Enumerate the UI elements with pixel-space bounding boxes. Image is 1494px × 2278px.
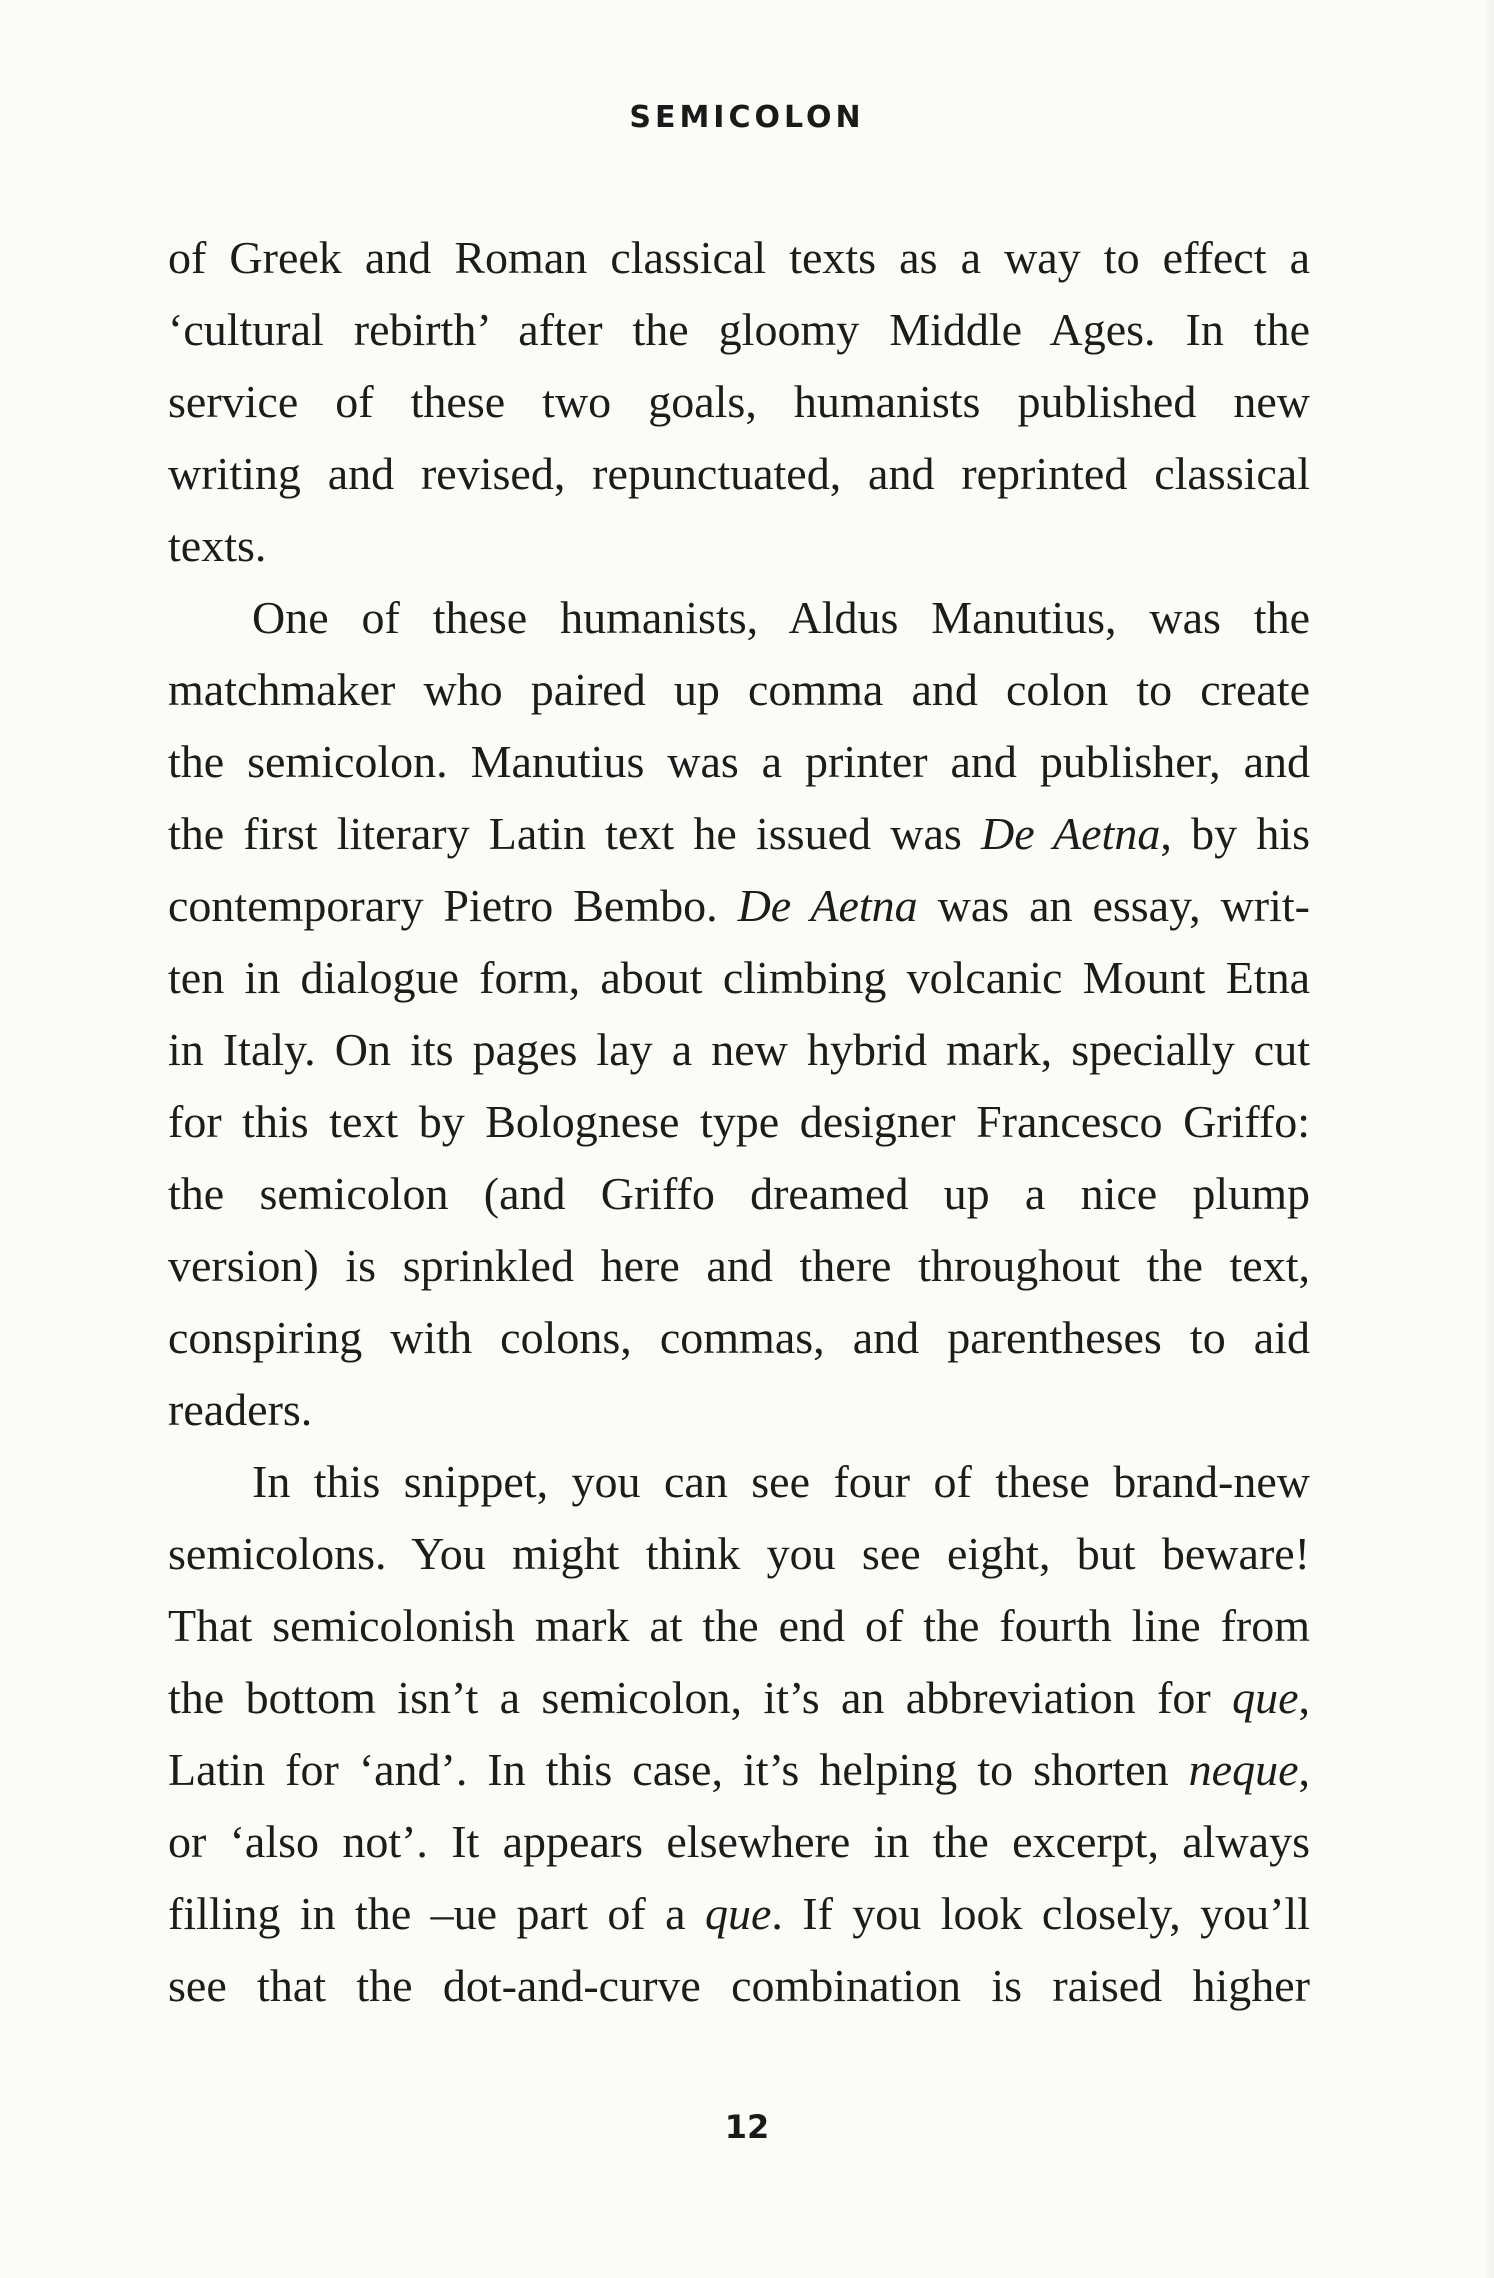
paragraph-2 (168, 582, 1310, 1446)
text-line: That semicolonish mark at the end of the fourth line from (168, 1600, 1310, 1651)
text-run: Latin for ‘and’. In this case, it’s helping to shorten (168, 1744, 1189, 1795)
text-line: the semicolon. Manutius was a printer and publisher, and (168, 736, 1310, 787)
text-line: or ‘also not’. It appears elsewhere in the excerpt, always (168, 1816, 1310, 1867)
text-run: the bottom isn’t a semicolon, it’s an abbreviation for (168, 1672, 1233, 1723)
paragraph-1 (168, 222, 1310, 582)
body-text (168, 222, 1310, 2022)
text-line: matchmaker who paired up comma and colon to create (168, 664, 1310, 715)
text-line (168, 1878, 1310, 1950)
italic-word: que (1232, 1672, 1299, 1723)
italic-word: neque (1188, 1744, 1299, 1795)
text-line: In this snippet, you can see four of these brand-new (252, 1456, 1310, 1507)
paragraph-3 (168, 1446, 1310, 2022)
text-line: readers. (168, 1384, 313, 1435)
text-line: in Italy. On its pages lay a new hybrid mark, specially cut (168, 1024, 1310, 1075)
page-edge-shadow (1484, 0, 1494, 2278)
text-run: , (1298, 1672, 1310, 1723)
text-line: see that the dot-and-curve combination is raised higher (168, 1960, 1310, 2011)
text-line (168, 798, 1310, 870)
text-run: , (1298, 1744, 1310, 1795)
text-line: texts. (168, 520, 267, 571)
text-line: semicolons. You might think you see eight, but beware! (168, 1528, 1310, 1579)
text-line: version) is sprinkled here and there throughout the text, (168, 1240, 1310, 1291)
page-number: 12 (724, 2108, 770, 2146)
text-line: ‘cultural rebirth’ after the gloomy Middle Ages. In the (168, 304, 1310, 355)
text-line: conspiring with colons, commas, and parentheses to aid (168, 1312, 1310, 1363)
text-line: One of these humanists, Aldus Manutius, was the (252, 592, 1310, 643)
italic-word: que (704, 1888, 772, 1939)
text-run: contemporary Pietro Bembo. (168, 880, 738, 931)
running-title: SEMICOLON (629, 100, 865, 135)
italic-title: De Aetna (737, 880, 918, 931)
text-line: service of these two goals, humanists published new (168, 376, 1310, 427)
italic-title: De Aetna (981, 808, 1161, 859)
text-run: was an essay, writ- (917, 880, 1310, 931)
text-line: ten in dialogue form, about climbing volcanic Mount Etna (168, 952, 1310, 1003)
text-line: for this text by Bolognese type designer Francesco Griffo: (168, 1096, 1310, 1147)
text-line: of Greek and Roman classical texts as a way to effect a (168, 232, 1310, 283)
text-line (168, 870, 1310, 942)
text-run: the first literary Latin text he issued was (168, 808, 981, 859)
text-line: writing and revised, repunctuated, and reprinted classical (168, 448, 1310, 499)
text-line: the semicolon (and Griffo dreamed up a nice plump (168, 1168, 1310, 1219)
text-run: , by his (1160, 808, 1310, 859)
text-run: . If you look closely, you’ll (771, 1888, 1310, 1939)
text-line (168, 1734, 1310, 1806)
text-line (168, 1662, 1310, 1734)
text-run: filling in the –ue part of a (168, 1888, 705, 1939)
